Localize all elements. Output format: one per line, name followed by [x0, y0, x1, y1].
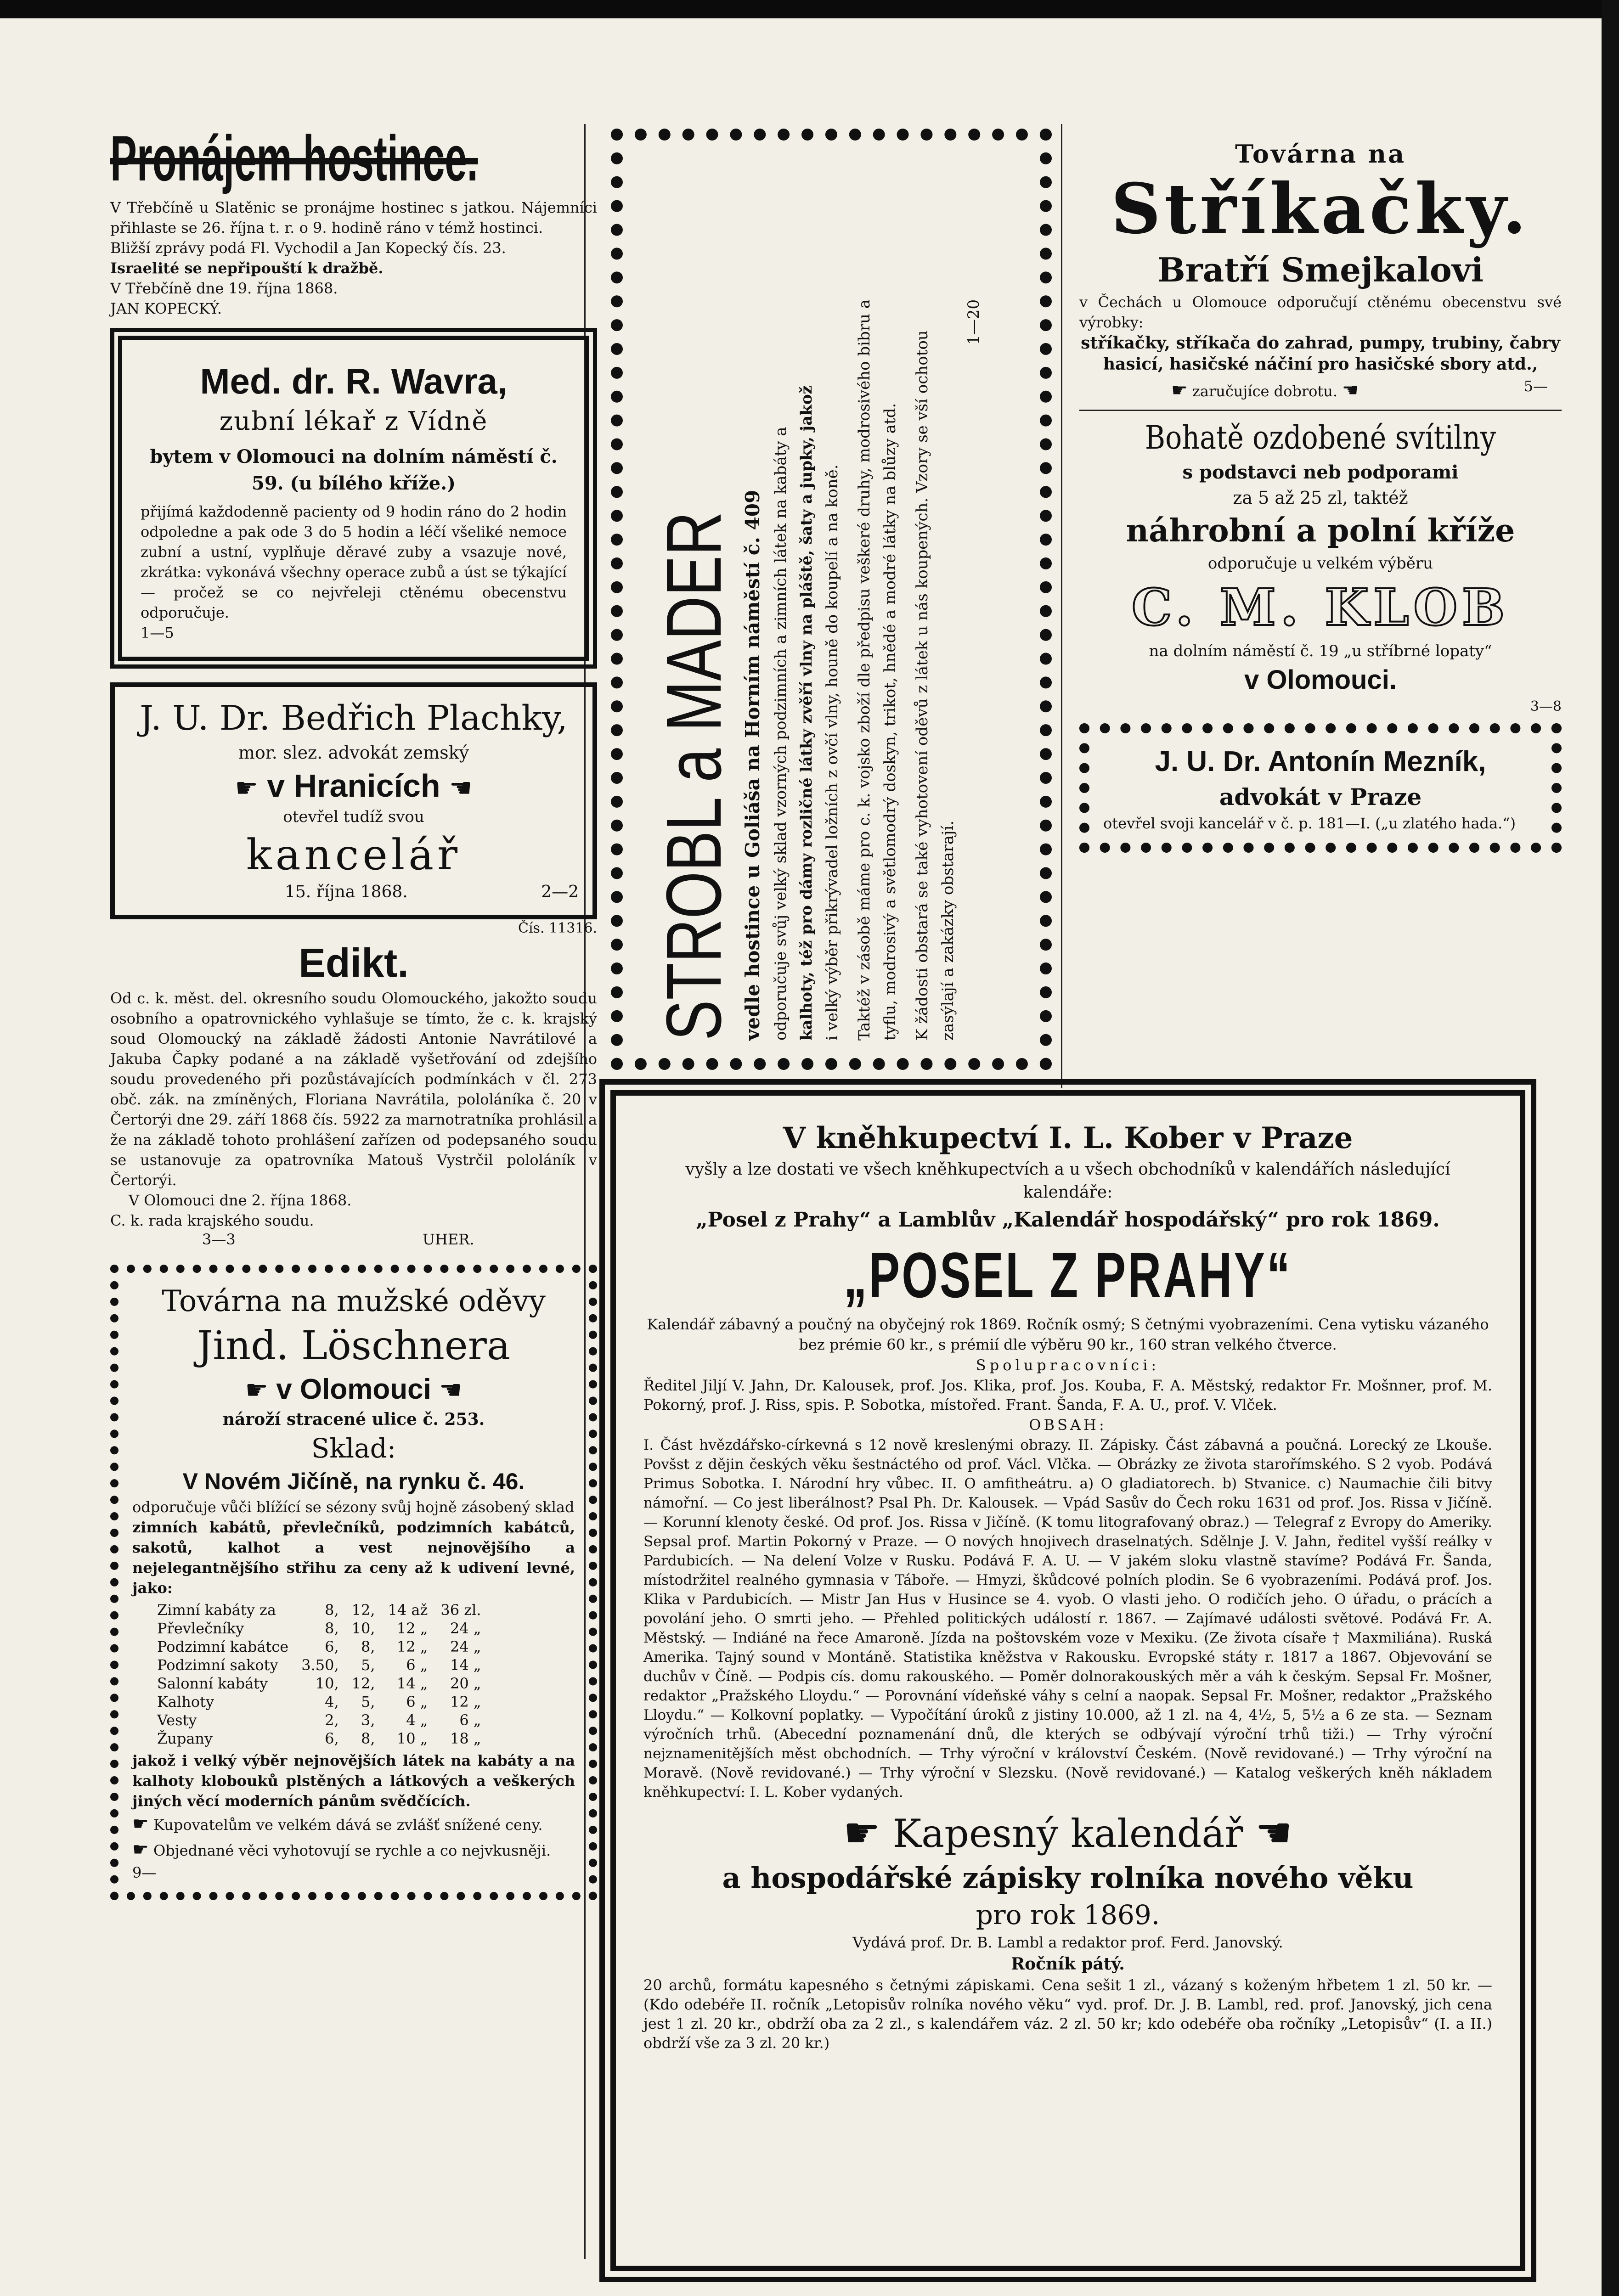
price-row	[151, 1619, 487, 1638]
price-cell: 24 „	[450, 1620, 481, 1637]
strobl-line8: zasýlají a zakázky obstarají.	[939, 820, 957, 1041]
kober-title: V kněhkupectví I. L. Kober v Praze	[783, 1121, 1353, 1155]
losch-title1: Továrna na mužské oděvy	[162, 1284, 546, 1318]
price-cell: 36 zl.	[440, 1601, 481, 1619]
kober-obsah: OBSAH:	[1029, 1416, 1107, 1434]
kober-kap-text: 20 archů, formátu kapesného s četnými zápiskami. Cena sešit 1 zl., vázaný s koženým hřbetem 1 zl. 50 kr. — (Kdo odebéře II. ročník „Letopisův rolníka nového věku“ vyd. prof. Dr. J. B. Lambl, red. prof. Janovský, jich cena jest 1 zl. 20 kr., obdrží oba za 2 zl., s kalendářem váz. 2 zl. 50 kr; kdo odebéře oba ročníky „Letopisův“ (I. a II.) obdrží vše za 3 zl. 20 kr.)	[643, 1976, 1492, 2052]
price-cell: 14 „	[450, 1656, 481, 1674]
losch-town-row	[132, 1371, 575, 1408]
smejkal-title: Stříkačky.	[1111, 169, 1530, 249]
smejkal-text1: v Čechách u Olomouce odporučují ctěnému obecenstvu své výrobky:	[1079, 293, 1562, 331]
ad-wavra	[110, 328, 597, 669]
losch-text2: zimních kabátů, převlečníků, podzimních kabátců, sakotů, kalhot a vest nejnovějšího a nejelegantnějšího střihu za ceny až k udivení levné, jako:	[132, 1519, 575, 1597]
price-cell: 4 „	[406, 1711, 428, 1729]
ad-smejkal	[1079, 138, 1562, 400]
plachky-number: 2—2	[541, 883, 579, 901]
strobl-line6: tyflu, modrosivý a světlomodrý doskyn, trikot, hnědé a modré látky na blůzy atd.	[881, 403, 899, 1041]
price-row	[151, 1638, 487, 1656]
klob-name: C. M. KLOB	[1131, 578, 1510, 637]
losch-text1: odporučuje vůči blížící se sézony svůj hojně zásobený sklad	[132, 1498, 575, 1516]
plachky-date: 15. října 1868.	[285, 883, 408, 901]
price-cell: 10,	[351, 1620, 375, 1637]
losch-note1-row	[132, 1811, 575, 1837]
price-cell: Převlečníky	[157, 1620, 244, 1637]
kober-kap-row	[643, 1808, 1492, 1859]
strobl-number: 1—20	[965, 299, 983, 345]
price-cell: 3.50,	[301, 1656, 339, 1674]
pointing-hand-icon: ☛	[132, 1813, 149, 1835]
pointing-hand-right-icon: ☛	[843, 1809, 880, 1857]
price-cell: Kalhoty	[157, 1693, 214, 1711]
price-cell: 8,	[325, 1620, 339, 1637]
kober-text4: Ředitel Jiljí V. Jahn, Dr. Kalousek, prof. Jos. Klika, prof. Jos. Kouba, F. A. Městský, redaktor Fr. Mošnner, prof. M. Pokorný, prof. J. Riss, spis. P. Sobotka, místořed. Frant. Šanda, F. A. U., prof. V. Vlček.	[643, 1377, 1492, 1413]
pointing-hand-left-icon: ☛	[449, 773, 473, 803]
ad-edikt	[110, 919, 597, 1251]
klob-number: 3—8	[1530, 698, 1562, 715]
pointing-hand-right-icon: ☛	[235, 773, 258, 803]
losch-note2-row	[132, 1837, 575, 1863]
ad-loschner	[110, 1265, 597, 1900]
smejkal-firm: Bratří Smejkalovi	[1157, 250, 1484, 289]
pointing-hand-left-icon: ☛	[439, 1375, 463, 1405]
pronajem-info: Bližší zprávy podá Fl. Vychodil a Jan Kopecký čís. 23.	[110, 239, 506, 257]
losch-town: v Olomouci	[276, 1373, 431, 1405]
price-cell: Salonní kabáty	[157, 1675, 268, 1692]
kober-kap-sub: a hospodářské zápisky rolníka nového věku	[722, 1861, 1414, 1895]
price-cell: 8,	[361, 1730, 375, 1747]
klob-addr: na dolním náměstí č. 19 „u stříbrné lopaty“	[1149, 642, 1492, 660]
price-cell: 6 „	[459, 1711, 481, 1729]
price-cell: 10,	[315, 1675, 339, 1692]
edikt-footer	[110, 1231, 597, 1251]
kober-spol: Spolupracovníci:	[976, 1356, 1160, 1374]
meznik-title: J. U. Dr. Antonín Mezník,	[1155, 746, 1486, 777]
strobl-line5: Taktéž v zásobě máme pro c. k. vojsko zboží dle předpisu veškeré druhy, modrosivého bibru a	[855, 299, 874, 1041]
price-cell: 12 „	[396, 1638, 428, 1655]
plachky-opened: otevřel tudíž svou	[283, 808, 424, 826]
edikt-title: Edikt.	[299, 940, 409, 985]
edikt-court: C. k. rada krajského soudu.	[110, 1212, 314, 1229]
edikt-date: V Olomouci dne 2. října 1868.	[129, 1192, 352, 1209]
smejkal-text2: stříkačky, stříkača do zahrad, pumpy, trubiny, čabry hasicí, hasičské náčiní pro hasičské sbory atd.,	[1081, 333, 1560, 374]
wavra-number: 1—5	[141, 624, 174, 642]
price-cell: 6,	[325, 1638, 339, 1655]
smejkal-guar-row	[1171, 377, 1359, 403]
strobl-line2: odporučuje svůj velký sklad vzorných podzimních a zimních látek na kabáty a	[772, 427, 790, 1041]
strobl-line7: K žádosti obstará se také vyhotovení oděvů z látek u nás koupených. Vzory se vší ochotou	[913, 330, 931, 1041]
wavra-address: bytem v Olomouci na dolním náměstí č. 59. (u bílého kříže.)	[150, 446, 558, 494]
price-cell: 12,	[351, 1675, 375, 1692]
plachky-office: kancelář	[246, 830, 462, 879]
newspaper-page	[18, 18, 1598, 2296]
price-cell: Podzimní kabátce	[157, 1638, 289, 1655]
pronajem-note: Israelité se nepřipouští k dražbě.	[110, 259, 384, 277]
column-left	[110, 119, 597, 1900]
column-rule-right	[1061, 124, 1062, 1088]
price-cell: 12,	[351, 1601, 375, 1619]
plachky-footer	[129, 883, 579, 906]
smejkal-guar: zaručujíce dobrotu.	[1192, 383, 1338, 400]
strobl-line4: i velký výběr přikrývadel ložních z ovčí vlny, houně do koupelí a na koně.	[823, 464, 841, 1041]
losch-price-table	[151, 1601, 487, 1748]
price-cell: Zimní kabáty za	[157, 1601, 276, 1619]
price-cell: 10 „	[396, 1730, 428, 1747]
price-row	[151, 1601, 487, 1619]
losch-store: V Novém Jičíně, na rynku č. 46.	[182, 1469, 525, 1494]
ad-strobl-mader	[611, 129, 1052, 1070]
scan-top-border	[0, 0, 1619, 18]
price-cell: 12 „	[396, 1620, 428, 1637]
wavra-subtitle: zubní lékař z Vídně	[219, 406, 488, 436]
strobl-line1: vedle hostince u Goliáša na Horním náměstí č. 409	[741, 490, 764, 1041]
price-row	[151, 1656, 487, 1674]
smejkal-pre: Továrna na	[1235, 139, 1406, 169]
price-cell: 3,	[361, 1711, 375, 1729]
price-cell: 14 „	[396, 1675, 428, 1692]
smejkal-footer	[1079, 377, 1562, 400]
price-cell: Podzimní sakoty	[157, 1656, 278, 1674]
kober-text3: Kalendář zábavný a poučný na obyčejný rok 1869. Ročník osmý; S četnými vyobrazeními. Cena vytisku vázaného bez prémie 60 kr., s prémií dle výběru 90 kr., 160 stran velkého čtverce.	[647, 1316, 1489, 1353]
kober-text5: I. Část hvězdářsko-církevná s 12 nově kreslenými obrazy. II. Zápisky. Část zábavná a poučná. Lorecký ze Lkouše. Povšst z dějin českých věku šestnáctého od prof. Václ. Vlčka. — Obrázky ze života starořímského. S 2 vyob. Podává Primus Sobotka. I. Národní hry vůbec. II. O amfitheátru. a) O gladiatorech. b) Stvanice. c) Naumachie čili bitvy námořní. — Co jest liberálnost? Psal Ph. Dr. Kalousek. — Vpád Sasův do Čech roku 1631 od prof. Jos. Rissa v Jičíně. — Korunní klenoty české. Od prof. Jos. Rissa v Jičíně. (K tomu litografovaný obraz.) — Telegraf z Evropy do Ameriky. Sepsal prof. Martin Pokorný v Praze. — O nových hnojivech draselnatých. Sdělnje J. V. Jahn, ředitel vyšší reálky v Pardubicích. — Na delení Volze v Rusku. Podává F. A. U. — V jakém sloku vlastně stavíme? Podává Fr. Šanda, místodržitel realného gymnasia v Táboře. — Hmyzi, škůdcové polních plodin. Se 6 vyobrazeními. Podává prof. Jos. Klika v Pardubicích. — Mistr Jan Hus v Husince se 4. vyob. O vlasti jeho. O rodičích jeho. O úřadu, o prácích a povolání jeho. O smrti jeho. — Přehled politických událostí r. 1867. — Zajímavé události světové. Podává Fr. A. Městský. — Indiáné na řece Amaroně. Jízda na poštovském voze v Mexiku. (Ze života císaře † Maxmiliána). Ruská Amerika. Tajný sound v Montáně. Statistika kněžstva v Rakousku. Evropské státy r. 1817 a 1867. Objevování se duchův v Číně. — Podpis cís. domu rakouského. — Poměr dolnorakouských měr a váh k českým. Sepsal Fr. Mošner, redaktor „Pražského Lloydu.“ — Porovnání vídeňské váhy s celní a naopak. Sepsal Fr. Mošner, redaktor „Pražského Lloydu.“ — Kolkovní poplatky. — Vypočítání úroků z jistiny 10.000, až 1 zl. na 4, 4½, 5, 5½ a 6 ze sta. — Seznam výročních trhů. (Abecední poznamenání dnů, dle kterých se odbývají výroční trhů tiži.) — Trhy výroční nejznamenitějších měst obchodních. — Trhy výroční v království Českém. (Nově revidované.) — Trhy výroční na Moravě. (Nově revidované.) — Trhy výroční v Slezsku. (Nově revidované.) — Katalog veškerých kněh nákladem kněhkupectví: I. L. Kober vydaných.	[643, 1437, 1492, 1801]
column-right	[1079, 138, 1562, 853]
kober-text1: vyšly a lze dostati ve všech kněhkupectvích a u všech obchodníků v kalendářích následující kalendáře:	[685, 1160, 1450, 1202]
ad-pronajem	[110, 119, 597, 319]
ad-plachky	[110, 682, 597, 919]
losch-note1: Kupovatelům ve velkém dává se zvlášť snížené ceny.	[153, 1816, 543, 1834]
price-cell: Župany	[157, 1730, 213, 1747]
wavra-text: přijímá každodenně pacienty od 9 hodin ráno do 2 hodin odpoledne a pak ode 3 do 5 hodin a léčí všeliké nemoce zubní a ustní, vyplňuje děravé zuby a vsazuje nové, zkrátka: vykonává všechny operace zubů a úst se týkající — pročež se co nejvřeleji ctěnému obecenstvu odporučuje.	[141, 503, 567, 621]
price-cell: 6,	[325, 1730, 339, 1747]
meznik-text: otevřel svoji kancelář v č. p. 181—I. („u zlatého hada.“)	[1103, 815, 1516, 832]
price-cell: 8,	[361, 1638, 375, 1655]
kober-kap-year: pro rok 1869.	[976, 1899, 1160, 1930]
edikt-text: Od c. k. měst. del. okresního soudu Olomouckého, jakožto soudu osobního a opatrovnického vyhlašuje se tímto, že c. k. krajský soud Olomoucký na základě žádosti Antonie Navrátilové a Jakuba Čapky podané a na základě vyšetřování od zdejšího soudu provedeného při pozůstávajících podmínkách v čl. 273 obč. zák. na zmíněných, Floriana Navrátila, pololáníka č. 20 v Čertorýi dne 29. září 1868 čís. 5922 za marnotratníka prohlásil a že na základě tohoto prohlášení zařízen od podepsaného soudu se ustanovuje za opatrovníka Matouš Vystrčil pololáník v Čertorýi.	[110, 990, 597, 1189]
price-row	[151, 1674, 487, 1693]
price-cell: 4,	[325, 1693, 339, 1711]
price-cell: 5,	[361, 1656, 375, 1674]
price-cell: 24 „	[450, 1638, 481, 1655]
pronajem-sign: JAN KOPECKÝ.	[110, 300, 222, 317]
plachky-town: v Hranicích	[267, 768, 440, 804]
losch-note2: Objednané věci vyhotovují se rychle a co nejvkusněji.	[153, 1842, 551, 1859]
klob-text2: za 5 až 25 zl, taktéž	[1233, 488, 1408, 508]
price-cell: 14 až	[388, 1601, 428, 1619]
klob-town: v Olomouci.	[1244, 665, 1397, 695]
meznik-subtitle: advokát v Praze	[1219, 783, 1422, 810]
ad-meznik	[1079, 723, 1562, 853]
pointing-hand-right-icon: ☛	[245, 1375, 268, 1405]
scan-right-border	[1602, 0, 1619, 2296]
klob-text3: odporučuje u velkém výběru	[1207, 554, 1433, 573]
edikt-sign: UHER.	[423, 1231, 474, 1248]
ad-klob	[1079, 410, 1562, 716]
klob-title: Bohatě ozdobené svítilny	[1145, 419, 1496, 456]
losch-text3: jakož i velký výběr nejnovějších látek na kabáty a na kalhoty klobouků plstěných a látkových a veškerých jiných věcí moderních pánům svědčících.	[132, 1752, 575, 1810]
klob-text1: s podstavci neb podporami	[1182, 461, 1459, 483]
pointing-hand-icon: ☛	[1171, 380, 1188, 401]
losch-sklad: Sklad:	[311, 1433, 396, 1464]
kober-kap-title: Kapesný kalendář	[892, 1811, 1243, 1856]
losch-number: 9—	[132, 1864, 157, 1881]
price-row	[151, 1693, 487, 1711]
pointing-hand-left-icon: ☛	[1342, 380, 1359, 401]
price-cell: 5,	[361, 1693, 375, 1711]
wavra-title: Med. dr. R. Wavra,	[200, 361, 508, 401]
price-cell: 6 „	[406, 1656, 428, 1674]
price-cell: 18 „	[450, 1730, 481, 1747]
kober-kap-roc: Ročník pátý.	[1011, 1954, 1125, 1974]
price-row	[151, 1711, 487, 1729]
price-cell: 20 „	[450, 1675, 481, 1692]
klob-title2: náhrobní a polní kříže	[1126, 512, 1515, 549]
plachky-title: J. U. Dr. Bedřich Plachky,	[140, 698, 568, 738]
price-row	[151, 1729, 487, 1748]
plachky-subtitle: mor. slez. advokát zemský	[238, 743, 469, 763]
price-cell: 8,	[325, 1601, 339, 1619]
edikt-ref: Čís. 11316.	[518, 920, 597, 936]
smejkal-number: 5—	[1523, 377, 1548, 395]
ad-kober	[599, 1079, 1536, 2282]
strobl-title: STROBL a MADER	[650, 512, 738, 1041]
edikt-number: 3—3	[202, 1231, 236, 1248]
price-cell: 6 „	[406, 1693, 428, 1711]
kober-kap-ed: Vydává prof. Dr. B. Lambl a redaktor prof. Ferd. Janovský.	[852, 1934, 1283, 1951]
plachky-town-row	[129, 765, 579, 806]
pronajem-text: V Třebčíně u Slatěnic se pronájme hostinec s jatkou. Nájemníci přihlaste se 26. října t. r. o 9. hodině ráno v témž hostinci.	[110, 199, 597, 236]
losch-title2: Jind. Löschnera	[197, 1323, 511, 1369]
kober-text2: „Posel z Prahy“ a Lamblův „Kalendář hospodářský“ pro rok 1869.	[696, 1208, 1440, 1232]
pointing-hand-icon: ☛	[132, 1839, 149, 1860]
strobl-rotated-block	[650, 299, 987, 1041]
price-cell: 2,	[325, 1711, 339, 1729]
pronajem-date: V Třebčíně dne 19. října 1868.	[110, 280, 338, 297]
pronajem-title: Pronájem hostince.	[110, 122, 478, 194]
kober-big: „POSEL Z PRAHY“	[844, 1239, 1292, 1311]
price-cell: 12 „	[450, 1693, 481, 1711]
strobl-line3: kalhoty, též pro dámy rozličné látky zvěří vlny na pláště, šaty a jupky, jakož	[797, 385, 816, 1041]
price-cell: Vesty	[157, 1711, 197, 1729]
pointing-hand-left-icon: ☛	[1255, 1809, 1293, 1857]
losch-corner: nároží stracené ulice č. 253.	[222, 1410, 485, 1429]
